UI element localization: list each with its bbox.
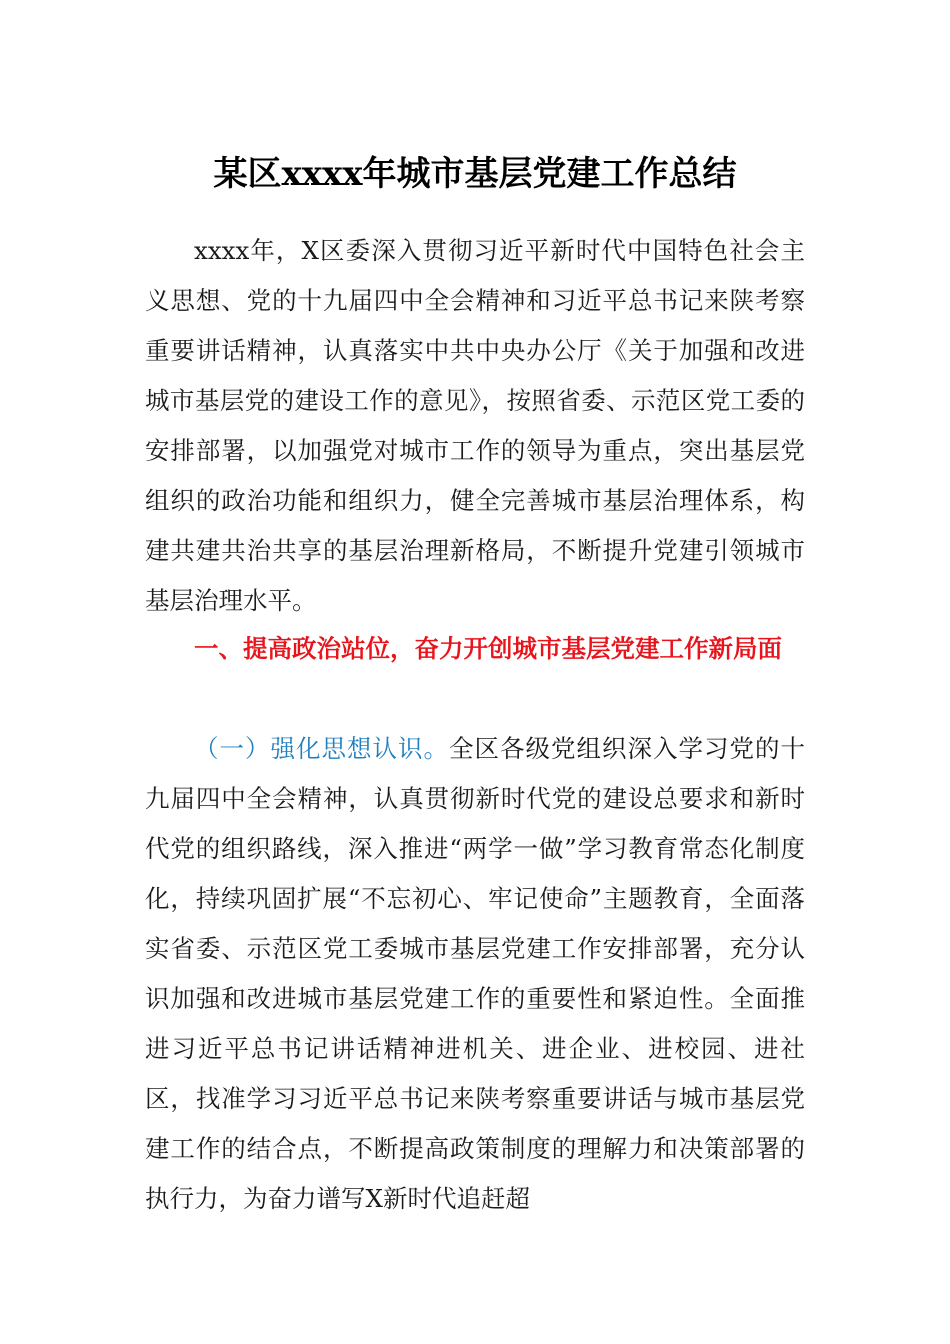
section-1-heading: 一、提高政治站位，奋力开创城市基层党建工作新局面 (194, 634, 782, 663)
document-title: 某区xxxx年城市基层党建工作总结 (213, 154, 737, 194)
subsection-1-heading: （一）强化思想认识。 (194, 734, 449, 763)
subsection-1-paragraph (145, 724, 805, 1224)
subsection-1-text: 全区各级党组织深入学习党的十九届四中全会精神，认真贯彻新时代党的建设总要求和新时代党的组织路线，深入推进“两学一做”学习教育常态化制度化，持续巩固扩展“不忘初心、牢记使命”主题教育，全面落实省委、示范区党工委城市基层党建工作安排部署，充分认识加强和改进城市基层党建工作的重要性和紧迫性。全面推进习近平总书记讲话精神进机关、进企业、进校园、进社区，找准学习习近平总书记来陕考察重要讲话与城市基层党建工作的结合点，不断提高政策制度的理解力和决策部署的执行力，为奋力谱写X新时代追赶超 (145, 734, 805, 1213)
intro-paragraph: xxxx年，X区委深入贯彻习近平新时代中国特色社会主义思想、党的十九届四中全会精神和习近平总书记来陕考察重要讲话精神，认真落实中共中央办公厅《关于加强和改进城市基层党的建设工作的意见》，按照省委、示范区党工委的安排部署，以加强党对城市工作的领导为重点，突出基层党组织的政治功能和组织力，健全完善城市基层治理体系，构建共建共治共享的基层治理新格局，不断提升党建引领城市基层治理水平。 (145, 236, 805, 615)
